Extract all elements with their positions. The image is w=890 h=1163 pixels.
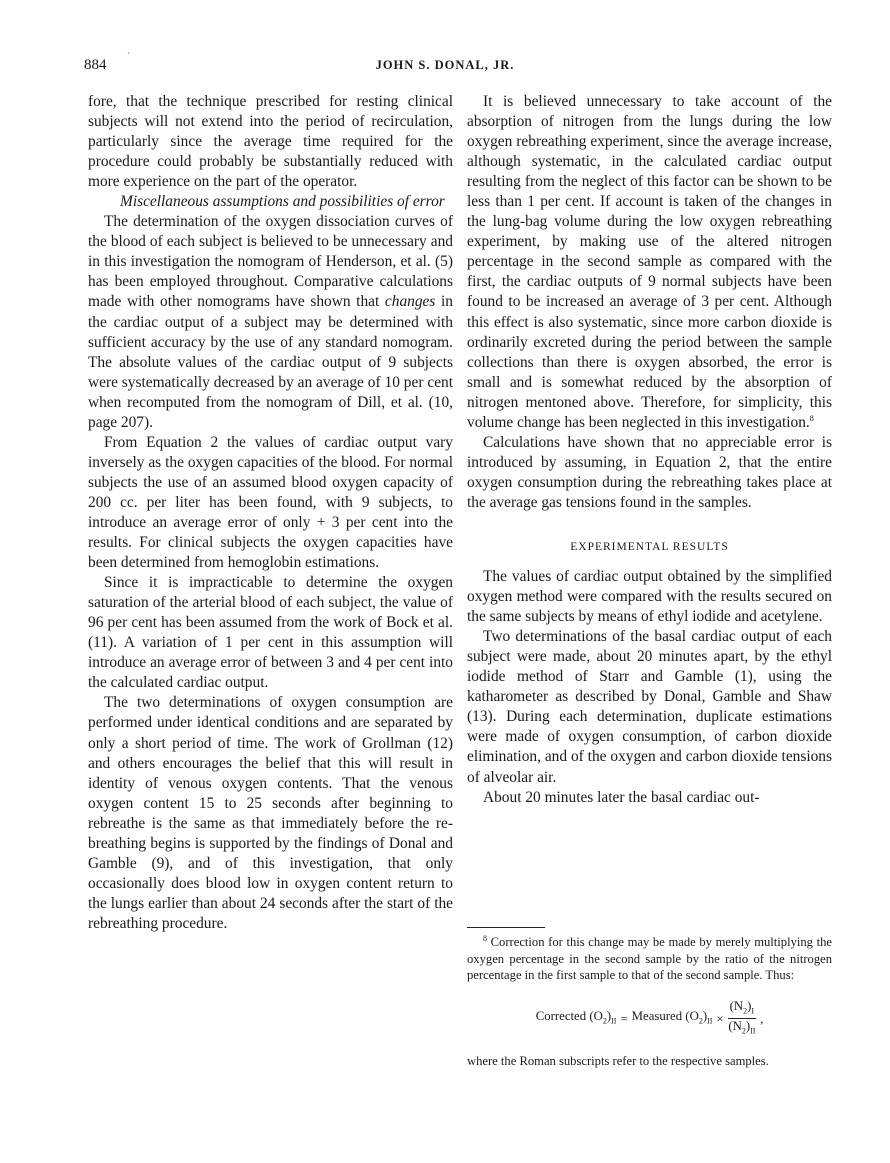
- paragraph: Two determinations of the basal cardiac output of each subject were made, about 20 minutes apart, by the ethyl iodide method of Starr and Gamble (1), using the katharometer as described by Donal, Gamble and Shaw (13). During each determination, duplicate estimations were made of oxygen consumption, of carbon dioxide elimination, and of the oxygen and carbon dioxide tensions of alveolar air.: [467, 628, 832, 786]
- denominator: $(N_2)_{II}$: [728, 1019, 756, 1036]
- section-title: EXPERIMENTAL RESULTS: [570, 540, 729, 553]
- right-column: [467, 92, 832, 808]
- numerator: $(N_2)_I$: [728, 999, 756, 1020]
- paragraph: About 20 minutes later the basal cardiac out-: [483, 788, 760, 806]
- formula-lhs: Corrected $(O_2)_{II}$: [535, 1008, 617, 1026]
- footnote-mark: 8: [483, 933, 487, 943]
- paragraph: The two determinations of oxygen consumption are performed under identical conditions and are separated by only a short period of time. The work of Grollman (12) and others encourages the belief that this will result in identity of venous oxygen contents. That the venous oxygen content 15 to 25 seconds after beginning to rebreathe is the same as that immediately before the rebreathing begins is supported by the findings of Donal and Gamble (9), and of this investigation, that only occasionally does blood low in oxygen content return to the lungs earlier than about 24 seconds after the start of the rebreathing procedure.: [88, 694, 453, 932]
- footnote-reference[interactable]: 8: [809, 413, 814, 423]
- times-sign: ×: [716, 1011, 724, 1026]
- paragraph: The determination of the oxygen dissociation curves of the blood of each subject is believed to be unnecessary and in this investigation the nomogram of Henderson, et al. (5) has been employed throughout. Comparative calculations made with other nomograms have shown that changes in the cardiac output of a subject may be determined with sufficient accuracy by the use of any standard nomogram. The absolute values of the cardiac output of 9 subjects were systematically decreased by an average of 10 per cent when recomputed from the nomogram of Dill, et al. (10, page 207).: [88, 213, 453, 431]
- formula-mid: Measured $(O_2)_{II}$: [631, 1008, 713, 1026]
- paragraph: From Equation 2 the values of cardiac output vary inversely as the oxygen capacities of the blood. For normal subjects the use of an assumed blood oxygen capacity of 200 cc. per liter has been found, with 9 subjects, to introduce an average error of only + 3 per cent into the results. For clinical subjects the oxygen capacities have been determined from hemoglobin estimations.: [88, 433, 453, 572]
- paragraph: fore, that the technique prescribed for resting clinical subjects will not extend into the period of recirculation, particularly since the average time required for the procedure could probably be substantially reduced with more experience on the part of the operator.: [88, 93, 453, 191]
- equals-sign: =: [620, 1011, 628, 1026]
- paragraph: It is believed unnecessary to take account of the absorption of nitrogen from the lungs during the low oxygen rebreathing experiment, since the average increase, although systematic, in the calculated cardiac output resulting from the neglect of this factor can be shown to be less than 1 per cent. If account is taken of the changes in the lung-bag volume during the low oxygen rebreathing experiment, by making use of the altered nitrogen percentage in the second sample as compared with the first, the cardiac outputs of 9 normal subjects have been found to be increased an average of 3 per cent. Although this effect is also systematic, since more carbon dioxide is ordinarily excreted during the period between the sample collections than there is oxygen absorbed, the error is small and is somewhat reduced by the absorption of nitrogen mentoned above. Therefore, for simplicity, this volume change has been neglected in this investigation.$^8$: [467, 93, 832, 431]
- footnote-text: where the Roman subscripts refer to the respective samples.: [467, 1053, 769, 1068]
- page-number: 884: [84, 57, 107, 73]
- footnote-divider: [467, 927, 545, 928]
- footnote-text: $^8$ Correction for this change may be made by merely multiplying the oxygen percentage in the second sample by the ratio of the nitrogen percentage in the first sample to that of the second sample. Thus:: [467, 933, 832, 983]
- fraction: [728, 999, 756, 1039]
- formula: [467, 999, 832, 1039]
- paragraph: Since it is impracticable to determine the oxygen saturation of the arterial blood of each subject, the value of 96 per cent has been assumed from the work of Bock et al. (11). A variation of 1 per cent in this assumption will introduce an average error of between 3 and 4 per cent into the calculated cardiac output.: [88, 574, 453, 692]
- left-column: [88, 92, 453, 934]
- paragraph: Calculations have shown that no appreciable error is introduced by assuming, in Equation 2, that the entire oxygen consumption during the rebreathing takes place at the average gas tensions found in the samples.: [467, 433, 832, 511]
- stray-mark: `: [127, 52, 131, 63]
- footnote: [467, 934, 832, 1069]
- running-head: JOHN S. DONAL, JR.: [375, 58, 515, 72]
- comma: ,: [760, 1011, 764, 1026]
- section-subheading: Miscellaneous assumptions and possibilities of error: [120, 193, 445, 211]
- emphasis: changes: [384, 293, 436, 311]
- paragraph: The values of cardiac output obtained by the simplified oxygen method were compared with the results secured on the same subjects by means of ethyl iodide and acetylene.: [467, 568, 832, 626]
